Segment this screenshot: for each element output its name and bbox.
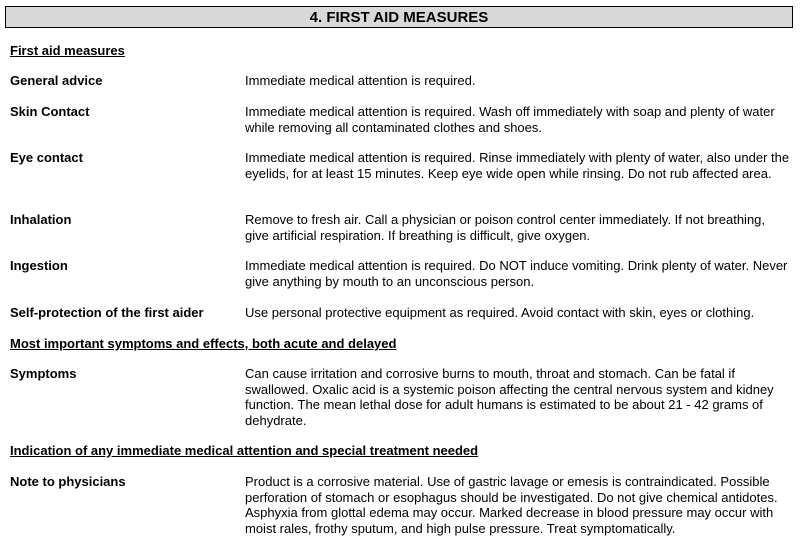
section-title: 4. FIRST AID MEASURES: [5, 6, 793, 28]
text-inhalation: Remove to fresh air. Call a physician or poison control center immediately. If not breathing, give artificial respiration. If breathing is difficult, give oxygen.: [245, 212, 766, 243]
text-general-advice: Immediate medical attention is required.: [245, 73, 476, 88]
text-note-to-physicians: Product is a corrosive material. Use of gastric lavage or emesis is contraindicated. Possible perforation of stomach or esophagus should be investigated. Do not give chemical antidotes. Asphyxia from glottal edema may occur. Marked decrease in blood pressure may occur with moist rales, frothy sputum, and high pulse pressure. Treat symptomatically.: [245, 474, 778, 536]
text-symptoms: Can cause irritation and corrosive burns to mouth, throat and stomach. Can be fatal if swallowed. Oxalic acid is a systemic poison affecting the central nervous system and kidney function. The mean lethal dose for adult humans is estimated to be about 21 - 42 grams of dehydrate.: [245, 366, 774, 428]
heading-symptoms-effects: Most important symptoms and effects, both acute and delayed: [10, 336, 397, 351]
label-inhalation: Inhalation: [10, 212, 72, 227]
text-ingestion: Immediate medical attention is required. Do NOT induce vomiting. Drink plenty of water. Never give anything by mouth to an unconscious person.: [245, 258, 788, 289]
label-skin-contact: Skin Contact: [10, 104, 90, 119]
text-eye-contact: Immediate medical attention is required. Rinse immediately with plenty of water, also under the eyelids, for at least 15 minutes. Keep eye wide open while rinsing. Do not rub affected area.: [245, 150, 790, 181]
label-eye-contact: Eye contact: [10, 150, 83, 165]
text-self-protection: Use personal protective equipment as required. Avoid contact with skin, eyes or clothing.: [245, 305, 755, 320]
label-general-advice: General advice: [10, 73, 103, 88]
label-self-protection: Self-protection of the first aider: [10, 305, 204, 320]
heading-first-aid-measures: First aid measures: [10, 43, 125, 58]
heading-medical-attention: Indication of any immediate medical attention and special treatment needed: [10, 443, 479, 458]
label-note-to-physicians: Note to physicians: [10, 474, 126, 489]
label-ingestion: Ingestion: [10, 258, 68, 273]
label-symptoms: Symptoms: [10, 366, 77, 381]
text-skin-contact: Immediate medical attention is required. Wash off immediately with soap and plenty of water while removing all contaminated clothes and shoes.: [245, 104, 775, 135]
